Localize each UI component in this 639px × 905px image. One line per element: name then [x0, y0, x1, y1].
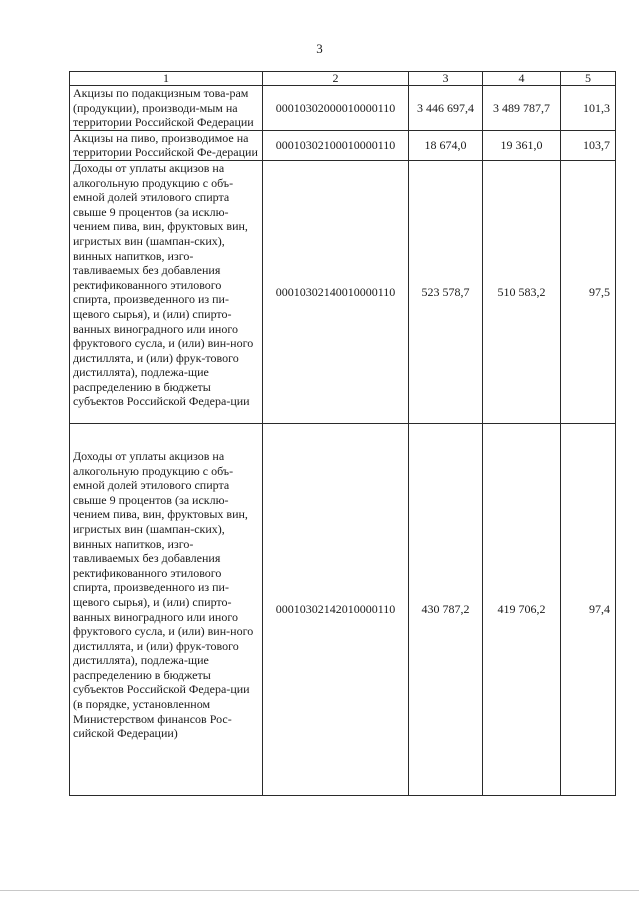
- row-value-4: 19 361,0: [483, 130, 561, 160]
- table-row: [70, 160, 616, 423]
- row-name: Доходы от уплаты акцизов на алкогольную продукцию с объ-емной долей этилового спирта свыше 9 процентов (за исклю-чением пива, вин, фруктовых вин, игристых вин (шампан-ских), винных напитков, изго-тавливаемых без добавления ректификованного этилового спирта, произведенного из пи-щевого сырья), и (или) спирто-ванных виноградного или иного фруктового сусла, и (или) вин-ного дистиллята, и (или) фрук-тового дистиллята), подлежа-щие распределению в бюджеты субъектов Российской Федера-ции: [70, 160, 263, 423]
- row-value-4: 419 706,2: [483, 423, 561, 795]
- row-value-5: 103,7: [561, 130, 616, 160]
- table-row: [70, 86, 616, 131]
- row-value-4: 3 489 787,7: [483, 86, 561, 131]
- row-value-3: 523 578,7: [409, 160, 483, 423]
- row-code: 00010302142010000110: [263, 423, 409, 795]
- row-value-4: 510 583,2: [483, 160, 561, 423]
- row-code: 00010302100010000110: [263, 130, 409, 160]
- column-header-3: 3: [409, 72, 483, 86]
- row-value-5: 97,5: [561, 160, 616, 423]
- column-header-1: 1: [70, 72, 263, 86]
- page-bottom-edge: [0, 890, 639, 891]
- row-value-3: 18 674,0: [409, 130, 483, 160]
- row-code: 00010302000010000110: [263, 86, 409, 131]
- page-number: 3: [316, 41, 323, 56]
- column-header-5: 5: [561, 72, 616, 86]
- row-name: Доходы от уплаты акцизов на алкогольную продукцию с объ-емной долей этилового спирта свыше 9 процентов (за исклю-чением пива, вин, фруктовых вин, игристых вин (шампан-ских), винных напитков, изго-тавливаемых без добавления ректификованного этилового спирта, произведенного из пи-щевого сырья), и (или) спирто-ванных виноградного или иного фруктового сусла, и (или) вин-ного дистиллята, и (или) фрук-тового дистиллята), подлежа-щие распределению в бюджеты субъектов Российской Федера-ции (в порядке, установленном Министерством финансов Рос-сийской Федерации): [70, 423, 263, 795]
- table-header-row: [70, 72, 616, 86]
- revenue-table: [69, 71, 616, 796]
- column-header-2: 2: [263, 72, 409, 86]
- row-value-3: 430 787,2: [409, 423, 483, 795]
- table-row: [70, 423, 616, 795]
- column-header-4: 4: [483, 72, 561, 86]
- row-name: Акцизы на пиво, производимое на территории Российской Фе-дерации: [70, 130, 263, 160]
- table-row: [70, 130, 616, 160]
- row-name: Акцизы по подакцизным това-рам (продукции), производи-мым на территории Российской Федерации: [70, 86, 263, 131]
- row-value-5: 97,4: [561, 423, 616, 795]
- row-code: 00010302140010000110: [263, 160, 409, 423]
- row-value-5: 101,3: [561, 86, 616, 131]
- row-value-3: 3 446 697,4: [409, 86, 483, 131]
